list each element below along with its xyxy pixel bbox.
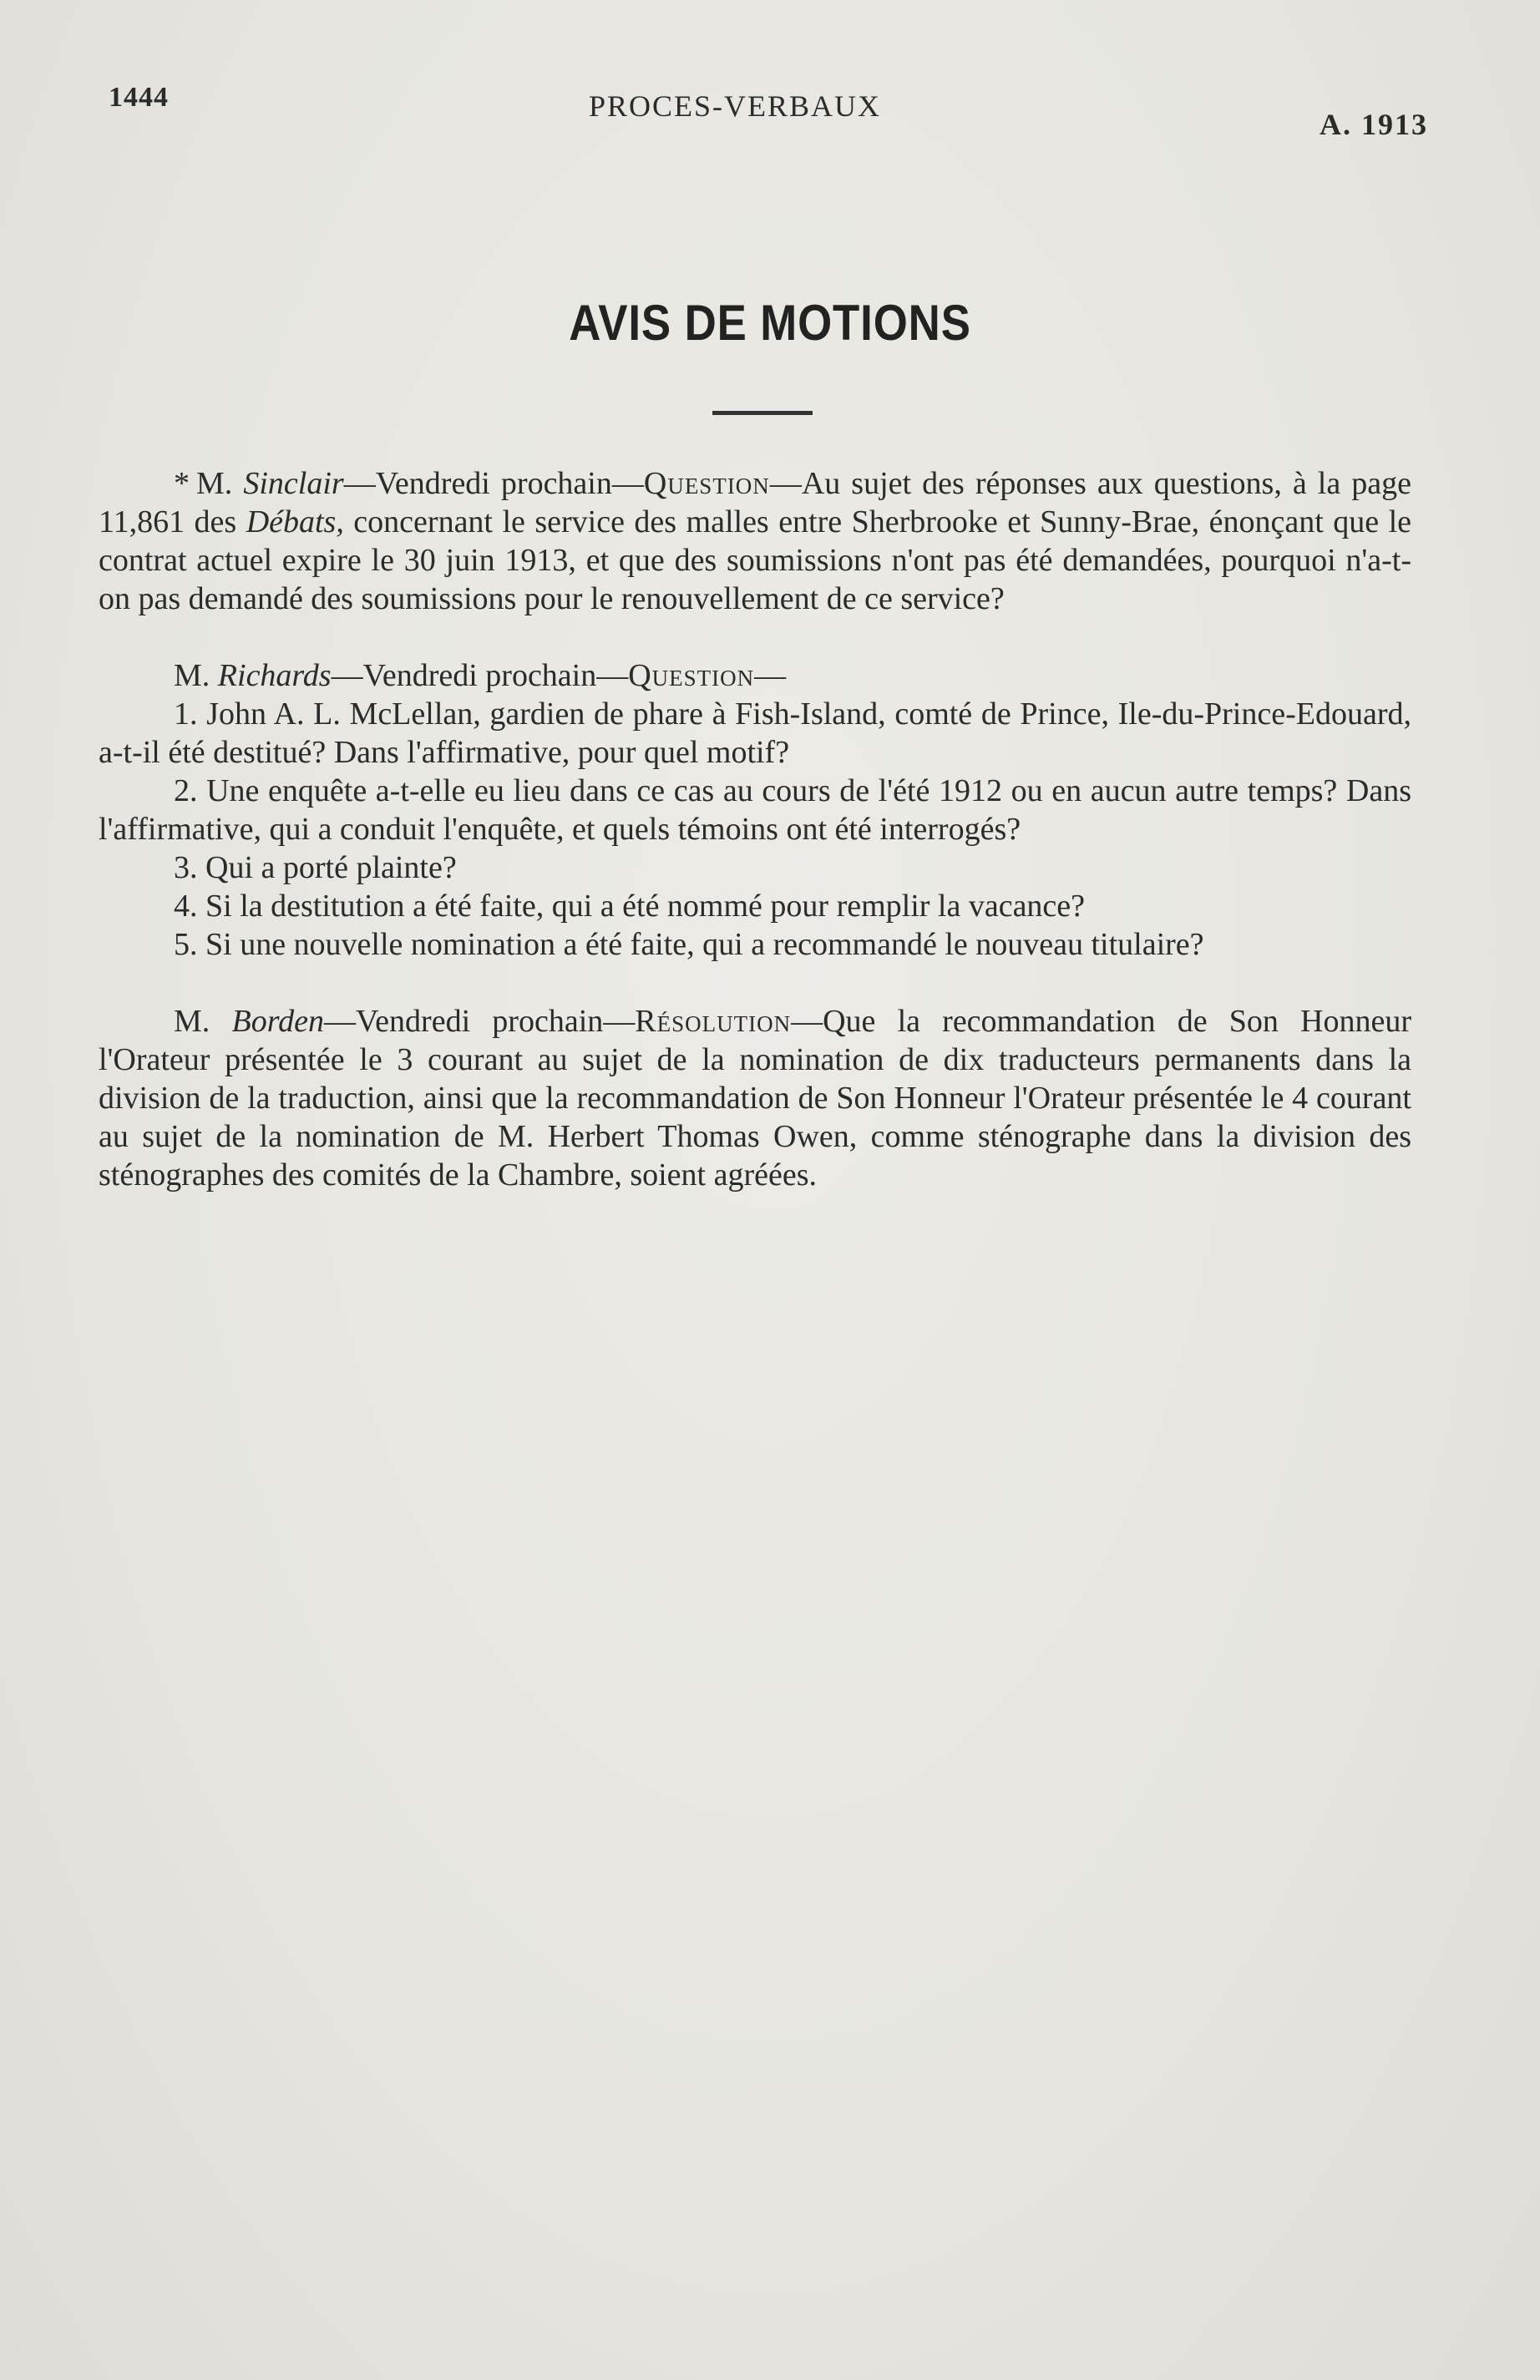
motions-list: [99, 464, 1411, 1233]
italic-reference: Débats,: [246, 504, 344, 539]
running-header: [109, 82, 1428, 141]
motion-day: —Vendredi prochain—: [331, 658, 629, 693]
member-prefix: M.: [174, 658, 210, 693]
motion-day: —Vendredi prochain—: [323, 1004, 636, 1039]
question-item: 1. John A. L. McLellan, gardien de phare à Fish-Island, comté de Prince, Ile-du-Prince-Edouard, a-t-il été destitué? Dans l'affirmative, pour quel motif?: [99, 696, 1411, 770]
member-prefix: M.: [196, 466, 233, 501]
motion-day: —Vendredi prochain—: [343, 466, 644, 501]
running-title: PROCES-VERBAUX: [589, 89, 882, 123]
page-number: 1444: [109, 82, 169, 113]
question-item: 3. Qui a porté plainte?: [174, 850, 457, 885]
session-year: A. 1913: [1320, 108, 1428, 141]
motion-paragraph: [99, 464, 1411, 618]
motion-paragraph: [99, 1002, 1411, 1194]
question-item: 5. Si une nouvelle nomination a été faite, qui a recommandé le nouveau titulaire?: [174, 927, 1204, 962]
title-divider: [712, 411, 813, 415]
motion-text: —Que la recommandation de Son Honneur l'Orateur présentée le 3 courant au sujet de la nomination de dix traducteurs permanents dans la division de la traduction, ainsi que la recommandation de Son Honneur l'Orateur présentée le 4 courant au sujet de la nomination de M. Herbert Thomas Owen, comme sténographe dans la division des sténographes des comités de la Chambre, soient agréées.: [99, 1004, 1412, 1193]
motion-text: —Au sujet des réponses aux questions, à la page 11,861 des: [99, 466, 1412, 539]
motion-borden: [99, 1002, 1411, 1194]
motion-kind: Question: [643, 466, 770, 501]
member-name: Borden: [231, 1004, 324, 1039]
motion-kind: Question: [628, 658, 755, 693]
motion-kind: Résolution: [635, 1004, 792, 1039]
asterisk-marker: *: [174, 466, 190, 501]
member-prefix: M.: [174, 1004, 210, 1039]
section-title: AVIS DE MOTIONS: [569, 295, 971, 351]
motion-kind-suffix: —: [754, 658, 787, 693]
motion-text: concernant le service des malles entre Sherbrooke et Sunny-Brae, énonçant que le contrat actuel expire le 30 juin 1913, et que des soumissions n'ont pas été demandées, pourquoi n'a-t-on pas demandé des soumissions pour le renouvellement de ce service?: [99, 504, 1411, 616]
question-item: 4. Si la destitution a été faite, qui a été nommé pour remplir la vacance?: [174, 889, 1086, 924]
motion-richards: [99, 656, 1411, 964]
member-name: Richards: [217, 658, 332, 693]
question-item: 2. Une enquête a-t-elle eu lieu dans ce cas au cours de l'été 1912 ou en aucun autre temps? Dans l'affirmative, qui a conduit l'enquête, et quels témoins ont été interrogés?: [99, 773, 1411, 847]
motion-paragraph: [99, 656, 1411, 695]
member-name: Sinclair: [243, 466, 344, 501]
motion-sinclair: [99, 464, 1411, 618]
